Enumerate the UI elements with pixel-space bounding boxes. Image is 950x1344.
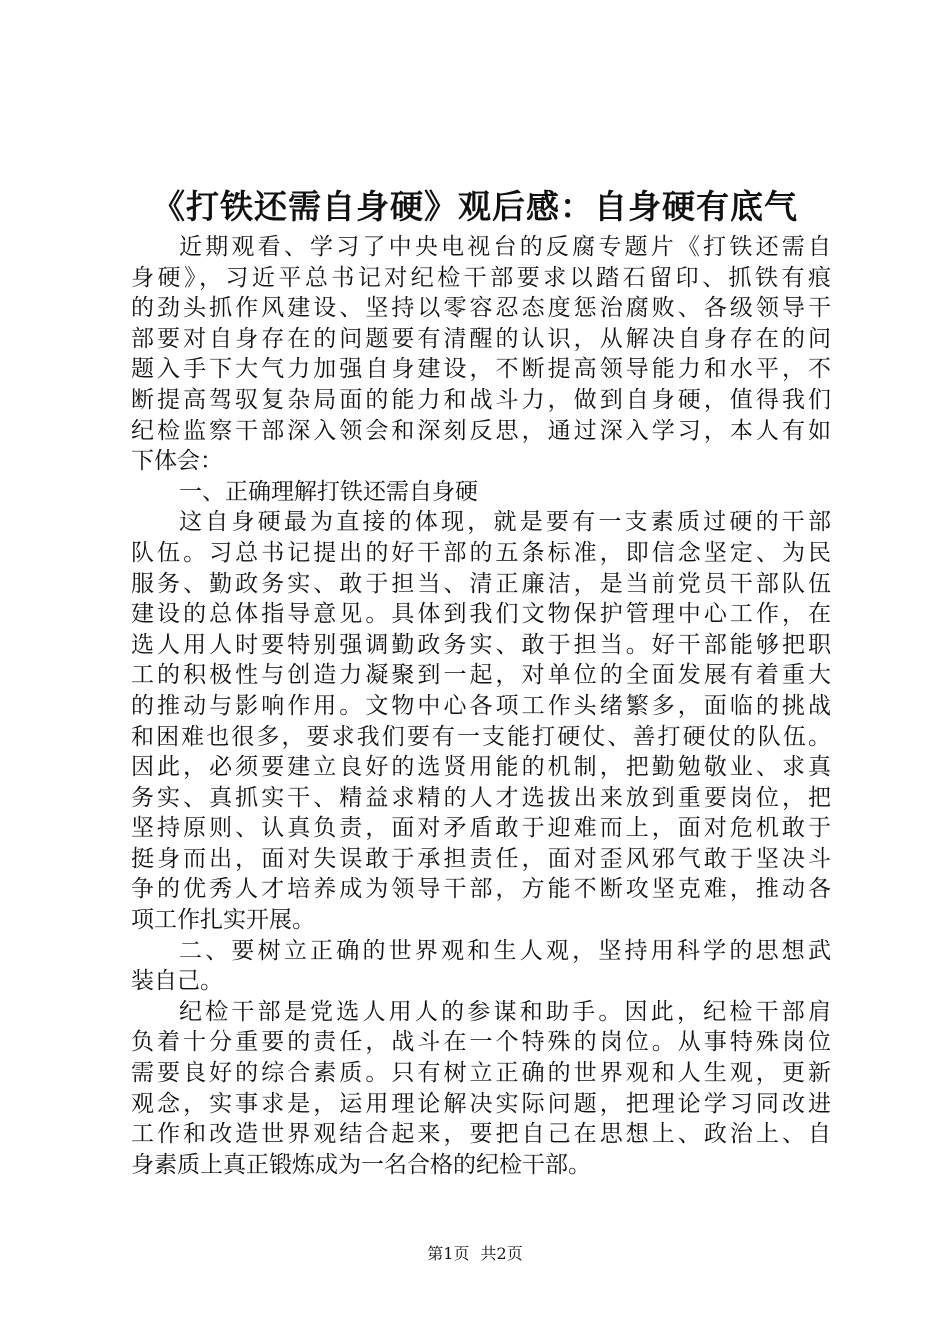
text-line: 下体会： <box>131 448 223 475</box>
text-line: 因此，必须要建立良好的选贤用能的机制，把勤勉敬业、求真 <box>131 754 831 781</box>
text-line: 观念，实事求是，运用理论解决实际问题，把理论学习同改进 <box>131 1090 831 1117</box>
text-line: 负着十分重要的责任，战斗在一个特殊的岗位。从事特殊岗位 <box>131 1029 831 1056</box>
text-line: 挺身而出，面对失误敢于承担责任，面对歪风邪气敢于坚决斗 <box>131 845 831 872</box>
text-line: 的推动与影响作用。文物中心各项工作头绪繁多，面临的挑战 <box>131 692 831 719</box>
text-line: 的劲头抓作风建设、坚持以零容忍态度惩治腐败、各级领导干 <box>131 295 831 322</box>
text-line: 服务、勤政务实、敢于担当、清正廉洁，是当前党员干部队伍 <box>131 570 831 597</box>
page-footer <box>0 1243 950 1265</box>
text-line: 纪检干部是党选人用人的参谋和助手。因此，纪检干部肩 <box>179 998 831 1025</box>
page-number: 第1页 <box>427 1244 470 1263</box>
text-line: 身素质上真正锻炼成为一名合格的纪检干部。 <box>131 1151 591 1178</box>
section-heading: 一、正确理解打铁还需自身硬 <box>179 478 478 505</box>
text-line: 务实、真抓实干、精益求精的人才选拔出来放到重要岗位，把 <box>131 784 831 811</box>
text-line: 二、要树立正确的世界观和生人观，坚持用科学的思想武 <box>179 937 831 964</box>
text-line: 工作和改造世界观结合起来，要把自己在思想上、政治上、自 <box>131 1121 831 1148</box>
text-line: 断提高驾驭复杂局面的能力和战斗力，做到自身硬，值得我们 <box>131 386 831 413</box>
text-line: 和困难也很多，要求我们要有一支能打硬仗、善打硬仗的队伍。 <box>131 723 831 750</box>
text-line: 装自己。 <box>131 968 223 995</box>
document-title: 《打铁还需自身硬》观后感：自身硬有底气 <box>152 187 798 226</box>
text-line: 选人用人时要特别强调勤政务实、敢于担当。好干部能够把职 <box>131 631 831 658</box>
text-line: 近期观看、学习了中央电视台的反腐专题片《打铁还需自 <box>179 234 831 260</box>
text-line: 项工作扎实开展。 <box>131 907 315 934</box>
text-line: 需要良好的综合素质。只有树立正确的世界观和人生观，更新 <box>131 1060 831 1087</box>
text-line: 身硬》，习近平总书记对纪检干部要求以踏石留印、抓铁有痕 <box>131 264 831 291</box>
text-line: 建设的总体指导意见。具体到我们文物保护管理中心工作，在 <box>131 601 831 628</box>
text-line: 坚持原则、认真负责，面对矛盾敢于迎难而上，面对危机敢于 <box>131 815 831 842</box>
text-line: 纪检监察干部深入领会和深刻反思，通过深入学习，本人有如 <box>131 417 831 444</box>
text-line: 这自身硬最为直接的体现，就是要有一支素质过硬的干部 <box>179 509 831 536</box>
text-line: 部要对自身存在的问题要有清醒的认识，从解决自身存在的问 <box>131 325 831 352</box>
text-line: 题入手下大气力加强自身建设，不断提高领导能力和水平，不 <box>131 356 831 383</box>
text-line: 争的优秀人才培养成为领导干部，方能不断攻坚克难，推动各 <box>131 876 831 903</box>
text-line: 队伍。习总书记提出的好干部的五条标准，即信念坚定、为民 <box>131 539 831 566</box>
text-line: 工的积极性与创造力凝聚到一起，对单位的全面发展有着重大 <box>131 662 831 689</box>
document-body <box>131 232 831 1180</box>
page-total: 共2页 <box>480 1244 523 1263</box>
